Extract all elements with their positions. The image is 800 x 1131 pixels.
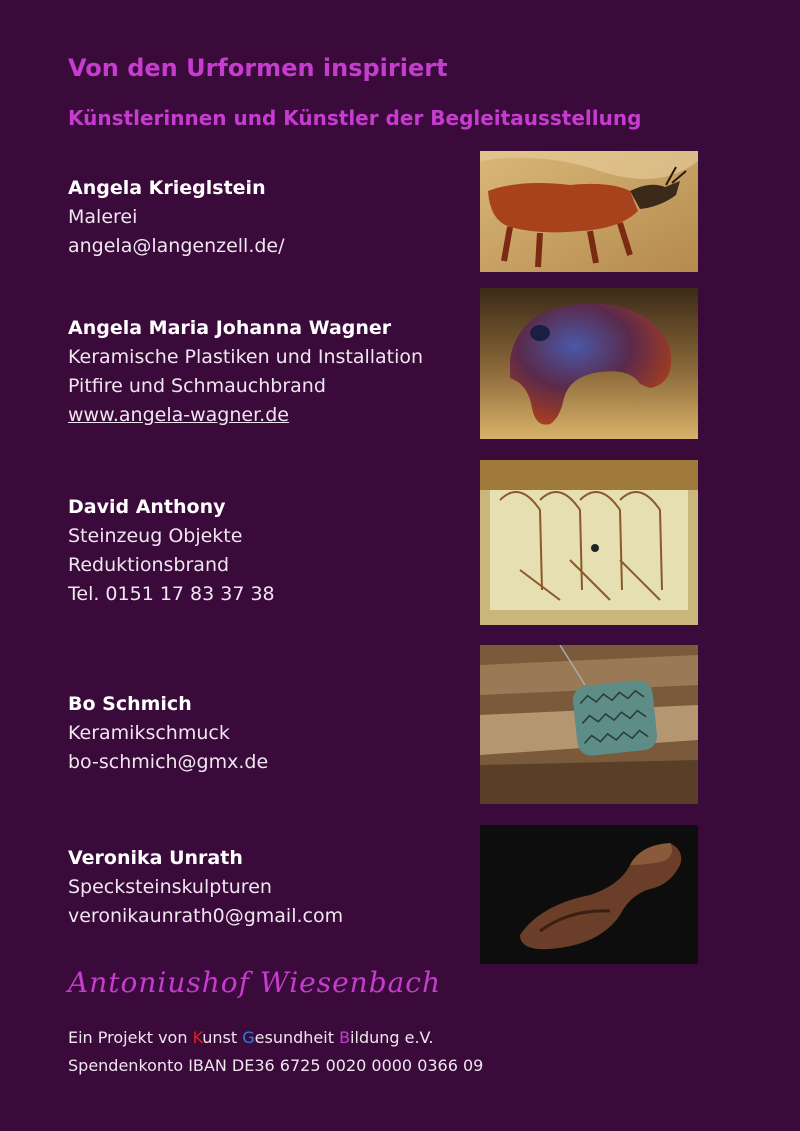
artist-name: Angela Maria Johanna Wagner	[68, 317, 392, 339]
artist-entry-unrath	[68, 844, 343, 931]
project-line	[68, 1024, 483, 1052]
soapstone-sculpture-image	[480, 825, 698, 964]
footer	[68, 1024, 483, 1080]
cave-painting-image	[480, 151, 698, 272]
artist-phone[interactable]: Tel. 0151 17 83 37 38	[68, 583, 275, 605]
artist-entry-wagner	[68, 314, 423, 430]
artist-website-link[interactable]: www.angela-wagner.de	[68, 404, 289, 426]
artist-discipline: Keramikschmuck	[68, 722, 230, 744]
artist-entry-schmich	[68, 690, 268, 777]
bank-account-line: Spendenkonto IBAN DE36 6725 0020 0000 0366 09	[68, 1056, 484, 1075]
artist-email[interactable]: veronikaunrath0@gmail.com	[68, 905, 344, 927]
ceramic-animal-image	[480, 288, 698, 439]
artist-discipline: Malerei	[68, 206, 138, 228]
artist-discipline: Specksteinskulpturen	[68, 876, 272, 898]
artist-email[interactable]: angela@langenzell.de/	[68, 235, 285, 257]
artist-email[interactable]: bo-schmich@gmx.de	[68, 751, 269, 773]
artist-discipline: Steinzeug Objekte	[68, 525, 243, 547]
kunst-rest: unst	[202, 1028, 243, 1047]
artist-technique: Reduktionsbrand	[68, 554, 230, 576]
artist-entry-krieglstein	[68, 174, 285, 261]
stoneware-ibex-image	[480, 460, 698, 625]
bildung-initial: B	[339, 1028, 351, 1047]
artist-entry-anthony	[68, 493, 275, 609]
artist-name: Bo Schmich	[68, 693, 192, 715]
artist-discipline: Keramische Plastiken und Installation	[68, 346, 424, 368]
bildung-rest: ildung e.V.	[350, 1028, 434, 1047]
artist-technique: Pitfire und Schmauchbrand	[68, 375, 326, 397]
project-prefix: Ein Projekt von	[68, 1028, 193, 1047]
artist-name: David Anthony	[68, 496, 226, 518]
artist-name: Angela Krieglstein	[68, 177, 266, 199]
artist-name: Veronika Unrath	[68, 847, 243, 869]
ceramic-pendant-image	[480, 645, 698, 804]
gesundheit-rest: esundheit	[254, 1028, 340, 1047]
page-title: Von den Urformen inspiriert	[68, 54, 448, 82]
page-subtitle: Künstlerinnen und Künstler der Begleitausstellung	[68, 106, 642, 130]
brand-script-logo: Antoniushof Wiesenbach	[68, 966, 442, 999]
kunst-initial: K	[192, 1028, 203, 1047]
gesundheit-initial: G	[242, 1028, 255, 1047]
